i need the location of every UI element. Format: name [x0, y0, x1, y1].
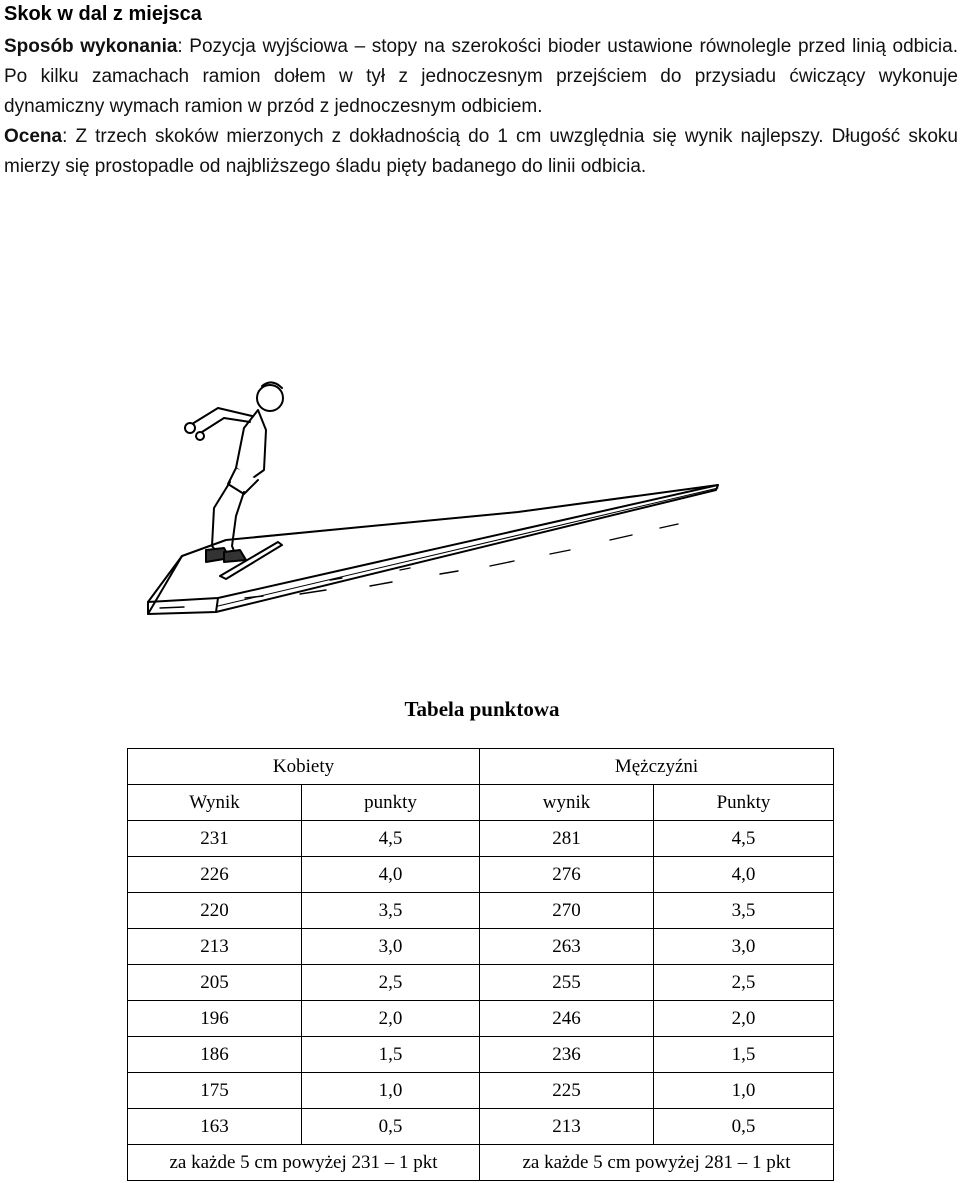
men-result-cell: 281: [480, 821, 654, 857]
women-result-cell: 175: [128, 1073, 302, 1109]
women-points-cell: 4,0: [302, 857, 480, 893]
group-women-header: Kobiety: [128, 749, 480, 785]
men-points-cell: 1,0: [654, 1073, 834, 1109]
table-row: [128, 1109, 834, 1145]
women-result-cell: 226: [128, 857, 302, 893]
men-result-cell: 213: [480, 1109, 654, 1145]
women-points-cell: 3,5: [302, 893, 480, 929]
table-row: [128, 929, 834, 965]
page-title: Skok w dal z miejsca: [4, 3, 202, 25]
women-points-cell: 1,5: [302, 1037, 480, 1073]
women-points-header: punkty: [302, 785, 480, 821]
evaluation-text: : Z trzech skoków mierzonych z dokładnością do 1 cm uwzględnia się wynik najlepszy. Długość skoku mierzy się prostopadle od najbliższego śladu pięty badanego do linii odbicia.: [4, 126, 958, 177]
method-label: Sposób wykonania: [4, 36, 178, 57]
men-result-cell: 246: [480, 1001, 654, 1037]
footer-row: [128, 1145, 834, 1181]
men-points-cell: 3,0: [654, 929, 834, 965]
women-points-cell: 2,5: [302, 965, 480, 1001]
men-points-cell: 2,0: [654, 1001, 834, 1037]
men-points-header: Punkty: [654, 785, 834, 821]
men-points-cell: 2,5: [654, 965, 834, 1001]
women-points-cell: 2,0: [302, 1001, 480, 1037]
men-points-cell: 3,5: [654, 893, 834, 929]
women-points-cell: 4,5: [302, 821, 480, 857]
women-bonus-note: za każde 5 cm powyżej 231 – 1 pkt: [128, 1145, 480, 1181]
women-result-cell: 205: [128, 965, 302, 1001]
table-title: Tabela punktowa: [404, 697, 560, 721]
men-result-cell: 255: [480, 965, 654, 1001]
table-row: [128, 965, 834, 1001]
men-result-cell: 225: [480, 1073, 654, 1109]
standing-long-jump-illustration: [140, 370, 740, 640]
men-result-cell: 270: [480, 893, 654, 929]
women-result-header: Wynik: [128, 785, 302, 821]
method-text: : Pozycja wyjściowa – stopy na szerokości bioder ustawione równolegle przed linią odbicia. Po kilku zamachach ramion dołem w tył z jednoczesnym przejściem do przysiadu ćwiczący wykonuje dynamiczny wymach ramion w przód z jednoczesnym odbiciem.: [4, 36, 958, 117]
women-points-cell: 3,0: [302, 929, 480, 965]
column-header-row: [128, 785, 834, 821]
women-result-cell: 213: [128, 929, 302, 965]
women-points-cell: 0,5: [302, 1109, 480, 1145]
table-row: [128, 821, 834, 857]
evaluation-paragraph: [4, 122, 958, 182]
table-row: [128, 1073, 834, 1109]
women-result-cell: 231: [128, 821, 302, 857]
method-paragraph: [4, 32, 958, 122]
men-points-cell: 0,5: [654, 1109, 834, 1145]
group-men-header: Mężczyźni: [480, 749, 834, 785]
evaluation-label: Ocena: [4, 126, 63, 147]
men-points-cell: 4,5: [654, 821, 834, 857]
score-table: [127, 748, 834, 1181]
men-points-cell: 4,0: [654, 857, 834, 893]
description: [4, 32, 958, 182]
table-row: [128, 857, 834, 893]
women-result-cell: 220: [128, 893, 302, 929]
men-result-cell: 263: [480, 929, 654, 965]
men-points-cell: 1,5: [654, 1037, 834, 1073]
men-result-cell: 236: [480, 1037, 654, 1073]
women-result-cell: 163: [128, 1109, 302, 1145]
table-row: [128, 893, 834, 929]
women-points-cell: 1,0: [302, 1073, 480, 1109]
table-row: [128, 1037, 834, 1073]
men-bonus-note: za każde 5 cm powyżej 281 – 1 pkt: [480, 1145, 834, 1181]
women-result-cell: 196: [128, 1001, 302, 1037]
men-result-header: wynik: [480, 785, 654, 821]
men-result-cell: 276: [480, 857, 654, 893]
women-result-cell: 186: [128, 1037, 302, 1073]
table-row: [128, 1001, 834, 1037]
group-header-row: [128, 749, 834, 785]
